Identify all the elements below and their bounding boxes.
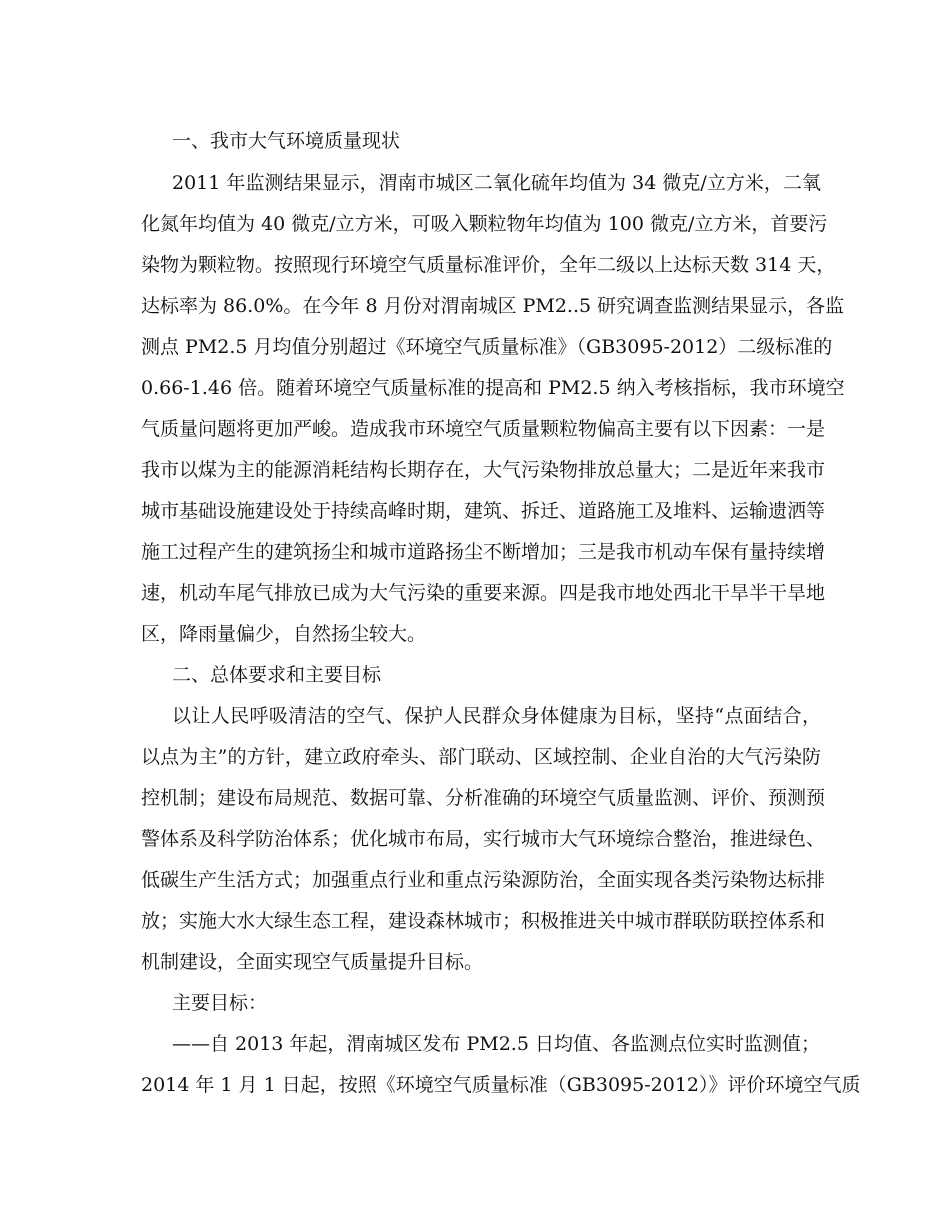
paragraph-line: 达标率为 86.0%。在今年 8 月份对渭南城区 PM2..5 研究调查监测结果显示，各监 xyxy=(141,295,845,317)
section-heading: 主要目标： xyxy=(172,992,268,1014)
paragraph-line: 化氮年均值为 40 微克/立方米，可吸入颗粒物年均值为 100 微克/立方米，首要污 xyxy=(141,213,828,235)
paragraph-line: ——自 2013 年起，渭南城区发布 PM2.5 日均值、各监测点位实时监测值； xyxy=(172,1033,820,1055)
paragraph-line: 放；实施大水大绿生态工程，建设森林城市；积极推进关中城市群联防联控体系和 xyxy=(141,910,826,932)
section-heading: 一、我市大气环境质量现状 xyxy=(172,130,401,152)
paragraph-line: 以让人民呼吸清洁的空气、保护人民群众身体健康为目标，坚持“点面结合， xyxy=(172,705,821,727)
section-heading: 二、总体要求和主要目标 xyxy=(172,664,382,686)
paragraph-line: 测点 PM2.5 月均值分别超过《环境空气质量标准》（GB3095-2012）二级标准的 xyxy=(141,336,833,358)
paragraph-line: 2011 年监测结果显示，渭南市城区二氧化硫年均值为 34 微克/立方米，二氧 xyxy=(172,172,821,194)
paragraph-line: 气质量问题将更加严峻。造成我市环境空气质量颗粒物偏高主要有以下因素：一是 xyxy=(141,418,826,440)
paragraph-line: 施工过程产生的建筑扬尘和城市道路扬尘不断增加；三是我市机动车保有量持续增 xyxy=(141,541,826,563)
paragraph-line: 以点为主”的方针，建立政府牵头、部门联动、区域控制、企业自治的大气污染防 xyxy=(141,746,821,768)
paragraph-line: 低碳生产生活方式；加强重点行业和重点污染源防治，全面实现各类污染物达标排 xyxy=(141,869,826,891)
paragraph-line: 0.66-1.46 倍。随着环境空气质量标准的提高和 PM2.5 纳入考核指标，我市环境空 xyxy=(141,377,845,399)
paragraph-line: 染物为颗粒物。按照现行环境空气质量标准评价，全年二级以上达标天数 314 天， xyxy=(141,254,836,276)
paragraph-line: 警体系及科学防治体系；优化城市布局，实行城市大气环境综合整治，推进绿色、 xyxy=(141,828,826,850)
paragraph-line: 城市基础设施建设处于持续高峰时期，建筑、拆迁、道路施工及堆料、运输遗洒等 xyxy=(141,500,826,522)
paragraph-line: 控机制；建设布局规范、数据可靠、分析准确的环境空气质量监测、评价、预测预 xyxy=(141,787,826,809)
paragraph-line: 速，机动车尾气排放已成为大气污染的重要来源。四是我市地处西北干旱半干旱地 xyxy=(141,582,826,604)
paragraph-line: 2014 年 1 月 1 日起，按照《环境空气质量标准（GB3095-2012）》评价环境空气质 xyxy=(141,1074,861,1096)
paragraph-line: 区，降雨量偏少，自然扬尘较大。 xyxy=(141,623,427,645)
paragraph-line: 机制建设，全面实现空气质量提升目标。 xyxy=(141,951,484,973)
paragraph-line: 我市以煤为主的能源消耗结构长期存在，大气污染物排放总量大；二是近年来我市 xyxy=(141,459,826,481)
